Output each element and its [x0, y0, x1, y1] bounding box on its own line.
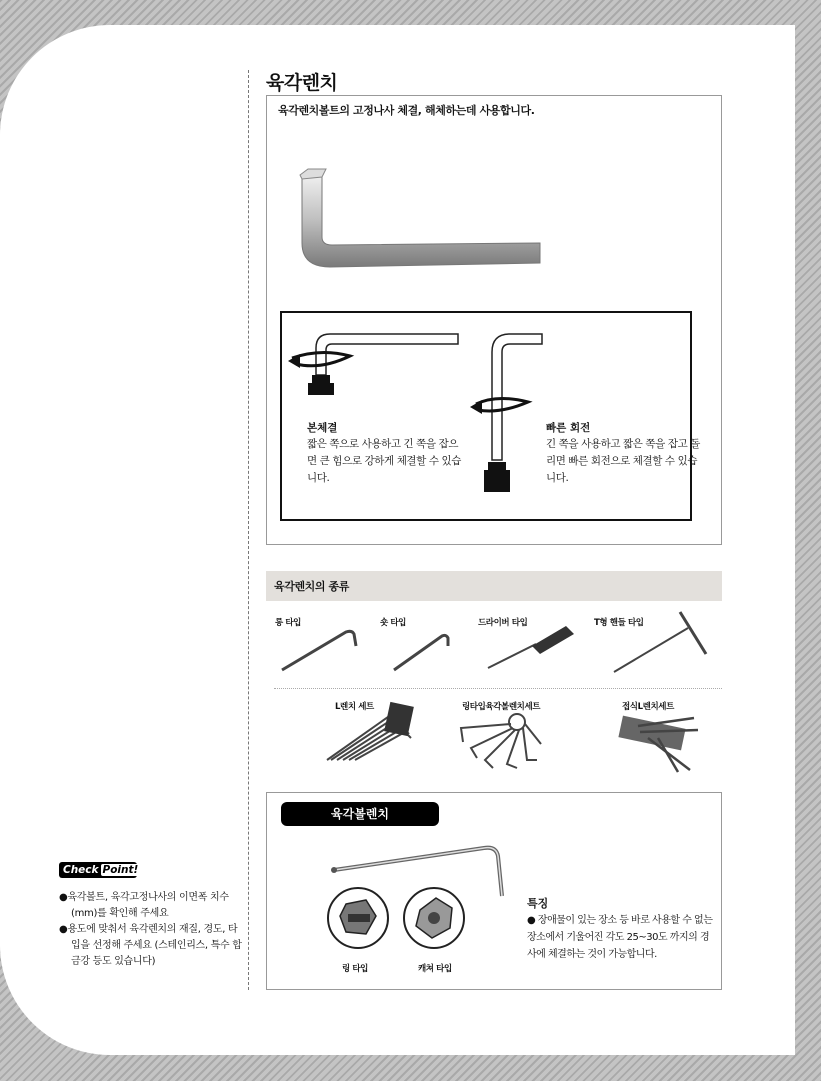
- long-type-image: [280, 628, 360, 673]
- t-handle-type-image: [610, 610, 720, 674]
- caption-catcher-type: 캐쳐 타입: [418, 964, 452, 974]
- types-title: 육각렌치의 종류: [274, 580, 350, 593]
- caption-ring-type: 링 타입: [342, 964, 368, 974]
- feature-title: 특징: [527, 897, 549, 910]
- feature-text: ● 장애물이 있는 장소 등 바로 사용할 수 없는 장소에서 기울어진 각도 25~30도 까지의 경사에 체결하는 것이 가능합니다.: [527, 915, 713, 960]
- vertical-divider: [248, 70, 249, 990]
- catcher-type-closeup: [402, 886, 466, 950]
- hex-wrench-image: [296, 165, 546, 275]
- usage-title-2: 빠른 회전: [546, 422, 591, 434]
- checkpoint-item: ● 육각볼트, 육각고정나사의 이면폭 치수(mm)를 확인해 주세요: [59, 890, 244, 922]
- checkpoint-list: [59, 890, 244, 970]
- short-type-image: [392, 630, 452, 672]
- strong-fasten-illustration: [288, 330, 468, 400]
- ball-wrench-title: 육각볼렌치: [281, 802, 439, 826]
- intro-description: 육각렌치볼트의 고정나사 체결, 해체하는데 사용합니다.: [278, 104, 535, 117]
- set-label-l: L렌치 세트: [335, 702, 374, 712]
- type-label-driver: 드라이버 타입: [478, 618, 528, 628]
- type-label-long: 롱 타입: [275, 618, 301, 628]
- usage-text-1: 짧은 쪽으로 사용하고 긴 쪽을 잡으면 큰 힘으로 강하게 체결할 수 있습니다.: [307, 438, 462, 484]
- ring-type-closeup: [326, 886, 390, 950]
- type-label-t-handle: T형 핸들 타입: [594, 618, 644, 628]
- type-label-short: 숏 타입: [380, 618, 406, 628]
- ring-set-image: [455, 712, 545, 770]
- set-label-folding: 접식L렌치세트: [622, 702, 674, 712]
- driver-type-image: [486, 622, 576, 670]
- checkpoint-badge: [59, 862, 137, 878]
- checkpoint-label-b: Point!: [102, 864, 139, 876]
- checkpoint-item: ● 용도에 맞춰서 육각렌치의 재질, 경도, 타입을 선정해 주세요 (스테인리스, 특수 합금강 등도 있습니다): [59, 922, 244, 970]
- l-wrench-set-image: [325, 702, 415, 764]
- folding-set-image: [618, 712, 708, 774]
- usage-text-2: 긴 쪽을 사용하고 짧은 쪽을 잡고 돌리면 빠른 회전으로 체결할 수 있습니다.: [546, 438, 701, 484]
- usage-title-1: 본체결: [307, 422, 338, 434]
- set-label-ring: 링타입육각볼렌치세트: [462, 702, 541, 712]
- page-title: 육각렌치: [266, 72, 338, 94]
- types-separator: [274, 688, 722, 689]
- checkpoint-label-a: Check: [63, 864, 99, 876]
